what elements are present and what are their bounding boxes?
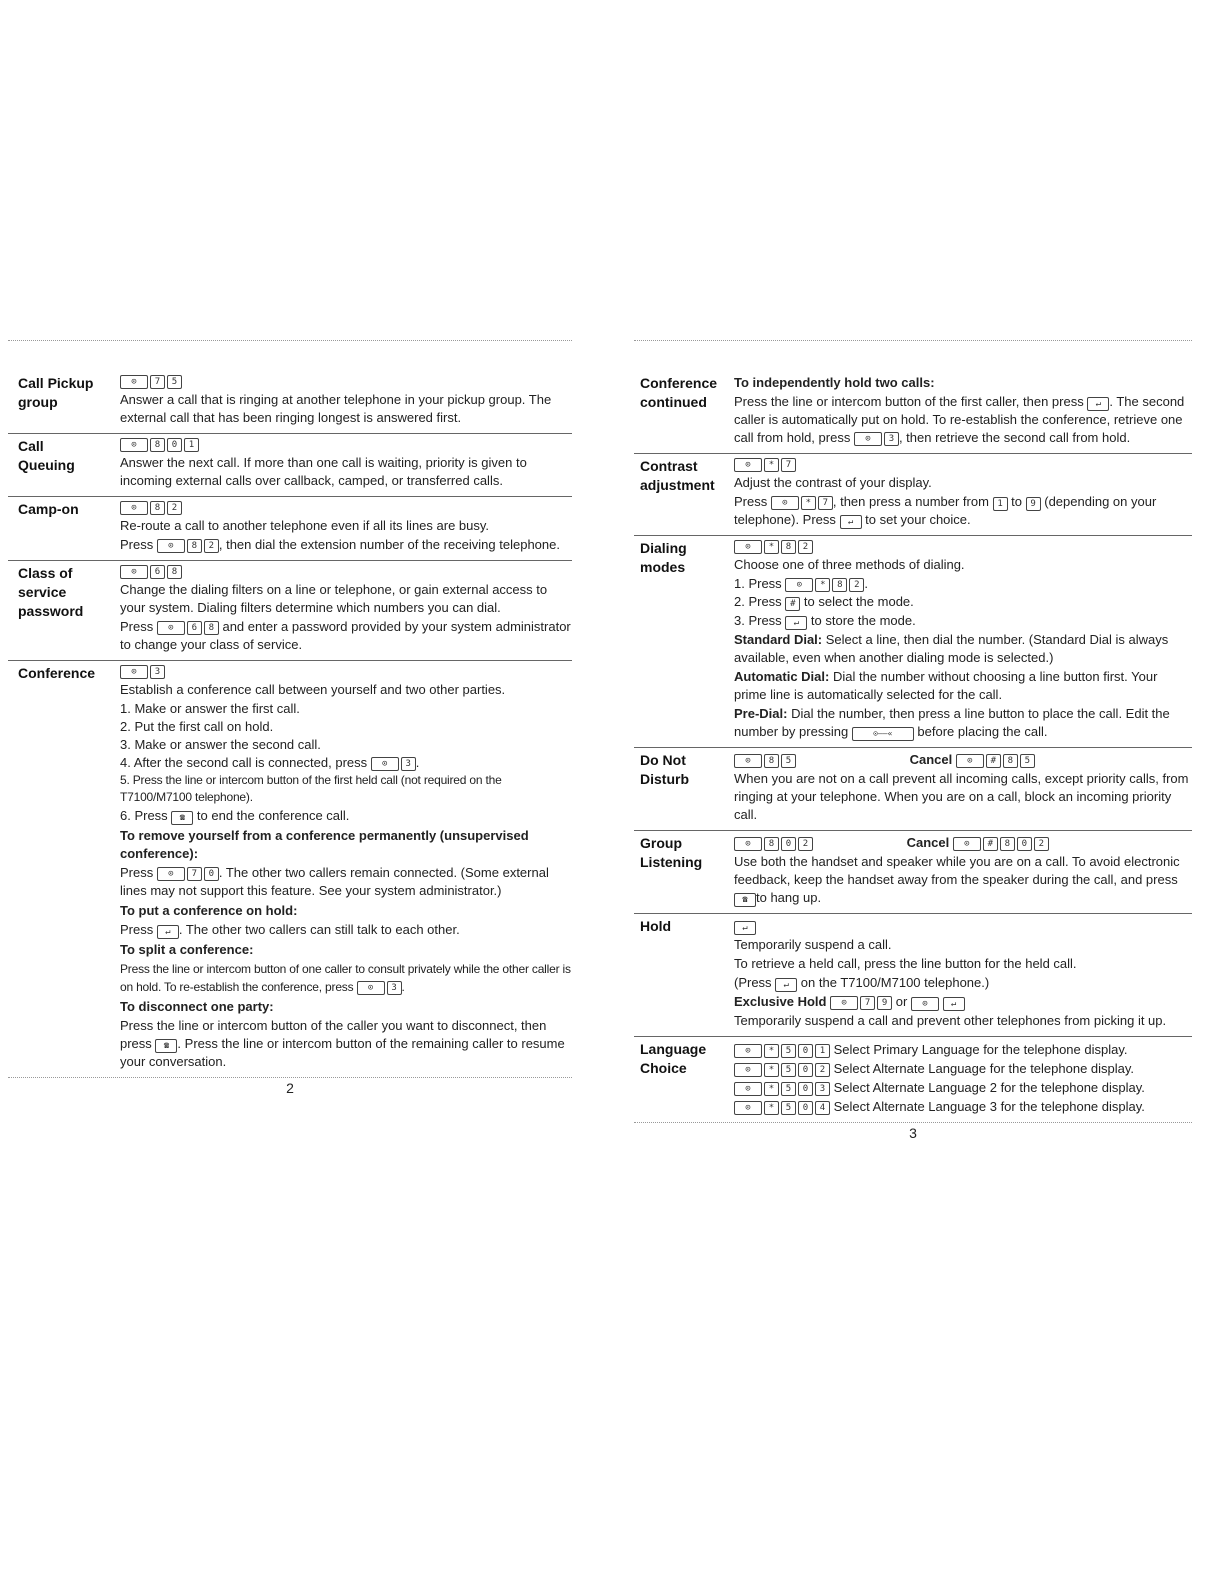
term: Group Listening	[640, 835, 703, 871]
dial-key: 7	[150, 375, 165, 389]
dial-key: 2	[1034, 837, 1049, 851]
entry-do-not-disturb	[634, 748, 1192, 831]
instruction: Press ⊙ 8 2 , then dial the extension number of the receiving telephone.	[120, 536, 572, 554]
description: Choose one of three methods of dialing.	[734, 557, 965, 573]
term: Call Queuing	[18, 438, 75, 474]
key-sequence	[734, 1082, 830, 1096]
dial-key: 3	[387, 981, 402, 995]
feature-key-icon	[734, 1101, 762, 1115]
right-page	[634, 340, 1192, 1141]
dial-key: 8	[1000, 837, 1015, 851]
feature-key-icon	[734, 1082, 762, 1096]
automatic-dial: Automatic Dial: Dial the number without choosing a line button first. Your prime line is automatically selected for the call.	[734, 669, 1158, 703]
page-number: 3	[909, 1125, 917, 1142]
entry-call-pickup	[8, 371, 572, 434]
feature-key-icon	[953, 837, 981, 851]
dial-key: 0	[204, 867, 219, 881]
feature-key-icon	[120, 665, 148, 679]
feature-key-icon	[854, 432, 882, 446]
entry-hold	[634, 914, 1192, 1037]
key-sequence	[785, 578, 864, 592]
volume-bar-icon	[852, 727, 914, 741]
feature-code	[734, 754, 796, 768]
step-1: 1. Press ⊙ * 8 2 .	[734, 575, 1192, 592]
cancel-label: Cancel	[906, 835, 950, 851]
entry-class-of-service	[8, 561, 572, 661]
dial-key: 7	[781, 458, 796, 472]
feature-key-icon	[157, 621, 185, 635]
dial-key: 3	[401, 757, 416, 771]
key-sequence	[357, 981, 402, 995]
subheading-split: To split a conference:	[120, 942, 254, 958]
description: Press the line or intercom button of the first caller, then press ↵ . The second caller is automatically put on hold. To re-establish the conference, retrieve one call from hold, press ⊙ 3 , then retrieve the second call from hold.	[734, 393, 1192, 447]
term: Camp-on	[18, 501, 79, 518]
entry-conference-continued	[634, 371, 1192, 454]
dial-key: 2	[815, 1063, 830, 1077]
hold-key-icon	[734, 921, 756, 935]
dial-key: 8	[150, 438, 165, 452]
release-key-icon	[171, 811, 193, 825]
key-sequence	[371, 757, 416, 771]
language-alternate: ⊙ * 5 0 2 Select Alternate Language for the telephone display.	[734, 1060, 1192, 1078]
dial-key: *	[764, 540, 779, 554]
language-primary: ⊙ * 5 0 1 Select Primary Language for the telephone display.	[734, 1041, 1192, 1059]
dial-key: *	[764, 1101, 779, 1115]
term: Conference	[18, 665, 96, 682]
pound-key: #	[785, 597, 800, 611]
feature-key-icon	[734, 540, 762, 554]
feature-code	[734, 458, 796, 472]
feature-key-icon	[734, 837, 762, 851]
dial-key: 6	[150, 565, 165, 579]
feature-key-icon	[120, 438, 148, 452]
description: Change the dialing filters on a line or telephone, or gain external access to your system. Dialing filters determine which numbers you can dial.	[120, 582, 548, 616]
description: Re-route a call to another telephone even if all its lines are busy.	[120, 518, 490, 534]
dial-key: 2	[849, 578, 864, 592]
key-sequence	[157, 539, 219, 553]
term: Dialing modes	[640, 540, 687, 576]
key-sequence	[734, 1101, 830, 1115]
dial-key: 7	[860, 996, 875, 1010]
entry-conference	[8, 661, 572, 1078]
step-1: 1. Make or answer the first call.	[120, 701, 300, 717]
term: Language Choice	[640, 1041, 707, 1077]
dial-key: 6	[187, 621, 202, 635]
description: Temporarily suspend a call.	[734, 937, 892, 953]
dial-key: *	[764, 1063, 779, 1077]
key-sequence	[734, 1044, 830, 1058]
step-4: 4. After the second call is connected, press ⊙ 3 .	[120, 754, 572, 771]
dial-key: *	[815, 578, 830, 592]
standard-dial: Standard Dial: Select a line, then dial the number. (Standard Dial is always available, even when another dialing mode is selected.)	[734, 632, 1169, 666]
step-3: 3. Make or answer the second call.	[120, 737, 321, 753]
dial-key: 5	[781, 1101, 796, 1115]
dial-key: 0	[798, 1082, 813, 1096]
release-key-icon	[734, 893, 756, 907]
key-sequence	[157, 621, 219, 635]
hold-key-icon	[785, 616, 807, 630]
dial-key: *	[764, 458, 779, 472]
dial-key: 2	[204, 539, 219, 553]
dial-key: 5	[1020, 754, 1035, 768]
dial-key: 2	[167, 501, 182, 515]
retrieve-text: To retrieve a held call, press the line button for the held call.	[734, 956, 1077, 972]
dial-key: #	[983, 837, 998, 851]
instruction: Press ⊙ 6 8 and enter a password provided by your system administrator to change your class of service.	[120, 618, 572, 654]
dial-key: 8	[204, 621, 219, 635]
dial-key: 9	[877, 996, 892, 1010]
dial-key: 8	[832, 578, 847, 592]
dial-key: 2	[798, 540, 813, 554]
description: Answer the next call. If more than one call is waiting, priority is given to incoming external calls over callback, camped, or transferred calls.	[120, 455, 527, 489]
feature-key-icon	[911, 997, 939, 1011]
dial-key: 8	[764, 754, 779, 768]
dial-key: 3	[815, 1082, 830, 1096]
subheading-independent-hold: To independently hold two calls:	[734, 375, 935, 390]
hold-text: Press ↵ . The other two callers can still talk to each other.	[120, 921, 572, 939]
dial-key: *	[801, 496, 816, 510]
dial-key: 5	[781, 1044, 796, 1058]
hold-key-icon	[840, 515, 862, 529]
subheading-disconnect: To disconnect one party:	[120, 999, 274, 1015]
digit-key-9: 9	[1026, 497, 1041, 511]
feature-code	[734, 837, 813, 851]
dial-key: *	[764, 1044, 779, 1058]
term: Call Pickup group	[18, 375, 94, 410]
feature-key-icon	[734, 754, 762, 768]
entry-dialing-modes	[634, 536, 1192, 748]
feature-key-icon	[734, 1063, 762, 1077]
feature-key-icon	[371, 757, 399, 771]
term: Do Not Disturb	[640, 752, 689, 788]
feature-key-icon	[120, 375, 148, 389]
dial-key: 4	[815, 1101, 830, 1115]
feature-key-icon	[771, 496, 799, 510]
entry-camp-on	[8, 497, 572, 561]
dial-key: 7	[818, 496, 833, 510]
dial-key: 5	[781, 754, 796, 768]
description: When you are not on a call prevent all incoming calls, except priority calls, from ringing at your telephone. When you are on a call, block an incoming priority call.	[734, 771, 1189, 823]
dial-key: 1	[184, 438, 199, 452]
language-alternate-2: ⊙ * 5 0 3 Select Alternate Language 2 for the telephone display.	[734, 1079, 1192, 1097]
dial-key: 8	[150, 501, 165, 515]
dial-key: 8	[1003, 754, 1018, 768]
cancel-label: Cancel	[909, 752, 953, 768]
key-sequence	[854, 432, 899, 446]
feature-key-icon	[120, 501, 148, 515]
dial-key: #	[986, 754, 1001, 768]
dial-key: 8	[167, 565, 182, 579]
description: Answer a call that is ringing at another telephone in your pickup group. The external call that has been ringing longest is answered first.	[120, 392, 552, 426]
description: Adjust the contrast of your display.	[734, 475, 932, 491]
digit-key-1: 1	[993, 497, 1008, 511]
dial-key: 0	[798, 1101, 813, 1115]
dial-key: 5	[781, 1063, 796, 1077]
remove-text: Press ⊙ 7 0 . The other two callers remain connected. (Some external lines may not support this feature. See your system administrator.)	[120, 864, 572, 900]
key-sequence	[830, 996, 892, 1010]
subheading-remove: To remove yourself from a conference permanently (unsupervised conference):	[120, 828, 529, 862]
feature-key-icon	[734, 458, 762, 472]
entry-call-queuing	[8, 434, 572, 497]
feature-key-icon	[956, 754, 984, 768]
term: Class of service password	[18, 565, 84, 620]
hold-key-icon	[943, 997, 965, 1011]
entry-language-choice	[634, 1037, 1192, 1123]
step-6: 6. Press ☎ to end the conference call.	[120, 807, 572, 825]
feature-code	[120, 375, 182, 389]
feature-code	[734, 540, 813, 554]
key-sequence	[157, 867, 219, 881]
dial-key: 5	[167, 375, 182, 389]
feature-key-icon	[120, 565, 148, 579]
pre-dial: Pre-Dial: Dial the number, then press a line button to place the call. Edit the number by pressing ⊙——« before placing the call.	[734, 705, 1192, 741]
dial-key: *	[764, 1082, 779, 1096]
feature-code	[120, 501, 182, 515]
step-2: 2. Press # to select the mode.	[734, 594, 914, 610]
dial-key: 1	[815, 1044, 830, 1058]
feature-key-icon	[785, 578, 813, 592]
entry-contrast	[634, 454, 1192, 536]
instruction: Press ⊙ * 7 , then press a number from 1 to 9 (depending on your telephone). Press ↵ to set your choice.	[734, 493, 1192, 529]
exclusive-hold: Exclusive Hold ⊙ 7 9 or ⊙ ↵	[734, 993, 1192, 1011]
subheading-hold: To put a conference on hold:	[120, 903, 298, 919]
dial-key: 0	[781, 837, 796, 851]
dial-key: 0	[798, 1063, 813, 1077]
entry-group-listening	[634, 831, 1192, 914]
feature-key-icon	[157, 539, 185, 553]
dial-key: 8	[781, 540, 796, 554]
hold-key-icon	[1087, 397, 1109, 411]
left-page	[8, 340, 572, 1096]
description: Establish a conference call between yourself and two other parties.	[120, 682, 506, 698]
feature-key-icon	[157, 867, 185, 881]
disconnect-text: Press the line or intercom button of the caller you want to disconnect, then press ☎ . Press the line or intercom button of the remaining caller to resume your conversation.	[120, 1017, 572, 1071]
feature-key-icon	[357, 981, 385, 995]
key-sequence	[771, 496, 833, 510]
feature-code	[120, 438, 199, 452]
cancel-code	[953, 837, 1049, 851]
exclusive-hold-text: Temporarily suspend a call and prevent other telephones from picking it up.	[734, 1013, 1167, 1029]
hold-key-icon	[157, 925, 179, 939]
dial-key: 8	[764, 837, 779, 851]
dial-key: 3	[884, 432, 899, 446]
description: Use both the handset and speaker while you are on a call. To avoid electronic feedback, keep the handset away from the speaker during the call, and press ☎to hang up.	[734, 853, 1192, 907]
feature-key-icon	[830, 996, 858, 1010]
step-2: 2. Put the first call on hold.	[120, 719, 274, 735]
dial-key: 0	[798, 1044, 813, 1058]
dial-key: 2	[798, 837, 813, 851]
hold-key-icon	[775, 978, 797, 992]
dial-key: 7	[187, 867, 202, 881]
key-sequence	[734, 1063, 830, 1077]
term: Contrast adjustment	[640, 458, 715, 493]
page-number: 2	[286, 1080, 294, 1097]
dial-key: 8	[187, 539, 202, 553]
feature-code	[120, 565, 182, 579]
dial-key: 0	[1017, 837, 1032, 851]
term: Hold	[640, 918, 672, 935]
feature-key-icon	[734, 1044, 762, 1058]
language-alternate-3: ⊙ * 5 0 4 Select Alternate Language 3 for the telephone display.	[734, 1098, 1192, 1116]
step-3: 3. Press ↵ to store the mode.	[734, 612, 1192, 630]
dial-key: 0	[167, 438, 182, 452]
step-5: 5. Press the line or intercom button of the first held call (not required on the T7100/M7100 telephone).	[120, 773, 502, 805]
t7100-note: (Press ↵ on the T7100/M7100 telephone.)	[734, 974, 1192, 992]
feature-code	[120, 665, 165, 679]
split-text: Press the line or intercom button of one caller to consult privately while the other caller is on hold. To re-establish the conference, press ⊙ 3 .	[120, 960, 572, 996]
release-key-icon	[155, 1039, 177, 1053]
dial-key: 5	[781, 1082, 796, 1096]
dial-key: 3	[150, 665, 165, 679]
term: Conference continued	[640, 375, 718, 410]
cancel-code	[956, 754, 1035, 768]
